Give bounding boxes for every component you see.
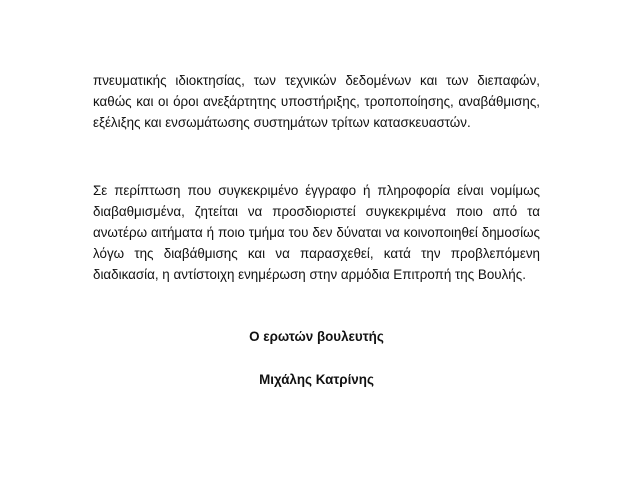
signature-name: Μιχάλης Κατρίνης — [259, 372, 374, 387]
signature-title: Ο ερωτών βουλευτής — [249, 329, 384, 344]
paragraph-classified-documents: Σε περίπτωση που συγκεκριμένο έγγραφο ή πληροφορία είναι νομίμως διαβαθμισμένα, ζητείται να προσδιοριστεί συγκεκριμένα ποιο από τα ανωτέρω αιτήματα ή ποιο τμήμα του δεν δύναται να κοινοποιηθεί δημοσίως λόγω της διαβάθμισης και να παρασχεθεί, κατά την προβλεπόμενη διαδικασία, η αντίστοιχη ενημέρωση στην αρμόδια Επιτροπή της Βουλής. — [93, 183, 540, 282]
paragraph-intellectual-property: πνευματικής ιδιοκτησίας, των τεχνικών δεδομένων και των διεπαφών, καθώς και οι όροι ανεξάρτητης υποστήριξης, τροποποίησης, αναβάθμισης, εξέλιξης και ενσωμάτωσης συστημάτων τρίτων κατασκευαστών. — [93, 73, 540, 130]
